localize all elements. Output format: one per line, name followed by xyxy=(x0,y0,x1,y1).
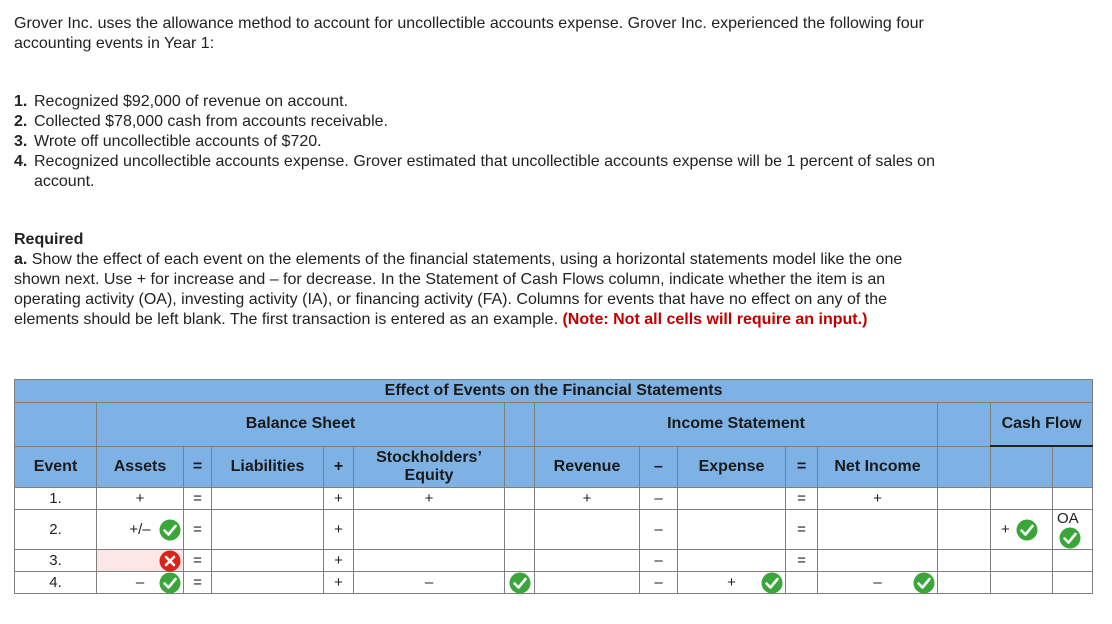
assets-input[interactable] xyxy=(97,550,184,572)
cash-flow-sign-input[interactable] xyxy=(991,550,1053,572)
event-list xyxy=(14,92,954,192)
correct-check-icon xyxy=(159,572,181,594)
expense-input[interactable]: + xyxy=(678,572,786,594)
income-statement-header: Income Statement xyxy=(535,403,938,447)
liabilities-input[interactable] xyxy=(212,550,324,572)
balance-sheet-header: Balance Sheet xyxy=(97,403,505,447)
col-event: Event xyxy=(15,446,97,488)
col-plus: + xyxy=(324,446,354,488)
col-expense: Expense xyxy=(678,446,786,488)
table-row: 3. = + – = xyxy=(15,550,1093,572)
col-net-income: Net Income xyxy=(818,446,938,488)
cash-flow-activity-input[interactable] xyxy=(1053,572,1093,594)
event-item: 3. Wrote off uncollectible accounts of $720. xyxy=(14,133,322,150)
correct-check-icon xyxy=(913,572,935,594)
cash-flow-sign-input[interactable] xyxy=(991,572,1053,594)
expense-input[interactable] xyxy=(678,510,786,550)
horizontal-statements-model xyxy=(14,379,1093,594)
liabilities-input[interactable] xyxy=(212,572,324,594)
equity-input[interactable] xyxy=(354,510,505,550)
correct-check-icon xyxy=(159,519,181,541)
required-note: (Note: Not all cells will require an input.) xyxy=(562,311,868,328)
cash-flow-activity-input[interactable] xyxy=(1053,550,1093,572)
revenue-input[interactable] xyxy=(535,572,640,594)
table-row: 2. +/– = + – = + OA xyxy=(15,510,1093,550)
event-item: 2. Collected $78,000 cash from accounts receivable. xyxy=(14,113,388,130)
col-stockholders-equity: Stockholders’ Equity xyxy=(354,446,505,488)
intro-text: Grover Inc. uses the allowance method to account for uncollectible accounts expense. Grover Inc. experienced the following four accounting events in Year 1: xyxy=(14,15,924,52)
correct-check-icon xyxy=(1016,519,1038,541)
expense-input[interactable] xyxy=(678,550,786,572)
col-equals-2: = xyxy=(786,446,818,488)
net-income-input[interactable]: – xyxy=(818,572,938,594)
liabilities-input[interactable] xyxy=(212,510,324,550)
equity-input[interactable] xyxy=(354,550,505,572)
event-item: 4. Recognized uncollectible accounts expense. Grover estimated that uncollectible accounts expense will be 1 percent of sales on account. xyxy=(14,153,935,190)
event-item: 1. Recognized $92,000 of revenue on account. xyxy=(14,93,349,110)
cash-flow-activity-input[interactable]: OA xyxy=(1053,510,1093,550)
cash-flow-header: Cash Flow xyxy=(991,403,1093,447)
col-minus: – xyxy=(640,446,678,488)
col-equals: = xyxy=(184,446,212,488)
col-assets: Assets xyxy=(97,446,184,488)
table-row: 4. – = + – – + – xyxy=(15,572,1093,594)
equity-input[interactable]: – xyxy=(354,572,505,594)
required-instructions: a. Show the effect of each event on the elements of the financial statements, using a horizontal statements model like the one shown next. Use + for increase and – for decrease. In the Statement of Cash Flows column, indicate whether the item is an operating activity (OA), investing activity (IA), or financing activity (FA). Columns for events that have no effect on any of the elements should be left blank. The first transaction is entered as an example. (Note: Not all cells will require an input.) xyxy=(14,251,903,328)
correct-check-icon xyxy=(1059,527,1081,549)
col-liabilities: Liabilities xyxy=(212,446,324,488)
required-title: Required xyxy=(14,231,84,248)
revenue-input[interactable] xyxy=(535,510,640,550)
revenue-input[interactable] xyxy=(535,550,640,572)
correct-check-icon xyxy=(509,572,531,594)
cash-flow-sign-input[interactable]: + xyxy=(991,510,1053,550)
correct-check-icon xyxy=(761,572,783,594)
table-row: 1. + = + + + – = + xyxy=(15,488,1093,510)
net-income-input[interactable] xyxy=(818,510,938,550)
table-title: Effect of Events on the Financial Statements xyxy=(15,380,1093,403)
col-revenue: Revenue xyxy=(535,446,640,488)
net-income-input[interactable] xyxy=(818,550,938,572)
incorrect-cross-icon xyxy=(159,550,181,572)
assets-input[interactable]: +/– xyxy=(97,510,184,550)
assets-input[interactable]: – xyxy=(97,572,184,594)
